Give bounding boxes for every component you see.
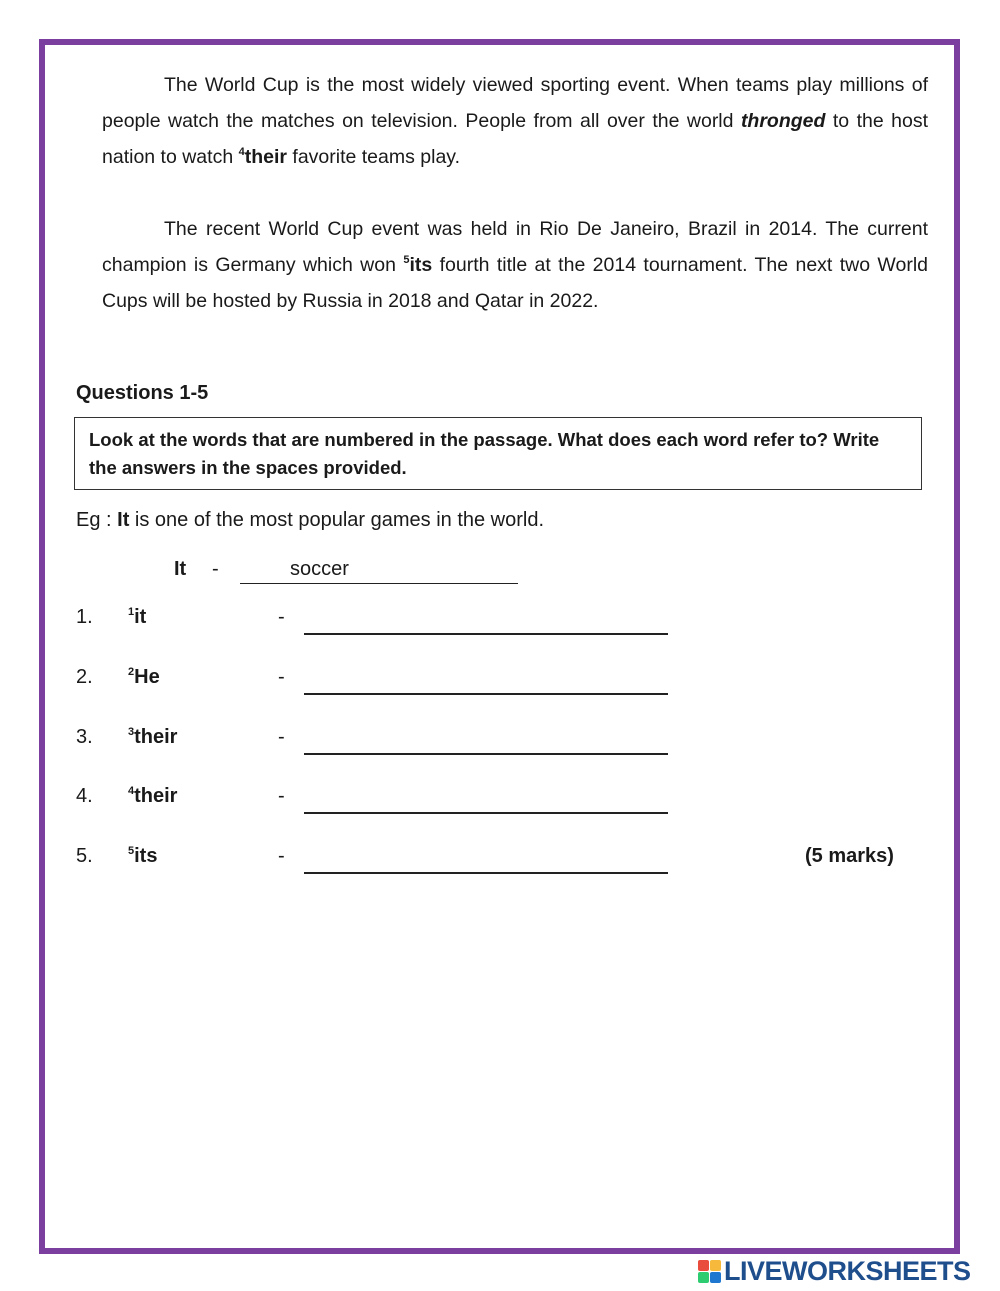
passage-text: fourth title at the 2014 tournament. The next two World Cups will be hosted by Russia in 2018 and Qatar in 2022. bbox=[102, 254, 928, 312]
answer-blank-1[interactable] bbox=[304, 633, 668, 635]
logo-text: LIVEWORKSHEETS bbox=[724, 1255, 971, 1286]
question-sup: 4 bbox=[128, 785, 135, 797]
answer-blank-4[interactable] bbox=[304, 812, 668, 814]
instruction-box: Look at the words that are numbered in the passage. What does each word refer to? Write the answers in the spaces provided. bbox=[74, 417, 922, 490]
question-number: 4. bbox=[76, 785, 93, 807]
example-answer-text: soccer bbox=[290, 558, 349, 580]
question-word-text: their bbox=[134, 785, 178, 807]
example-answer-line bbox=[240, 558, 518, 584]
dash: - bbox=[278, 845, 285, 867]
question-word bbox=[128, 666, 160, 689]
question-word-text: their bbox=[134, 726, 178, 748]
answer-blank-3[interactable] bbox=[304, 753, 668, 755]
logo-square bbox=[698, 1272, 709, 1283]
question-number: 5. bbox=[76, 845, 93, 867]
question-word bbox=[128, 785, 177, 808]
question-word bbox=[128, 845, 157, 868]
marks-label: (5 marks) bbox=[805, 845, 894, 867]
question-word-text: it bbox=[134, 606, 147, 628]
answer-blank-2[interactable] bbox=[304, 693, 668, 695]
dash: - bbox=[278, 606, 285, 628]
liveworksheets-logo bbox=[698, 1256, 971, 1286]
dash: - bbox=[278, 666, 285, 688]
question-number: 1. bbox=[76, 606, 93, 628]
question-word-text: its bbox=[134, 845, 158, 867]
example-prefix: Eg : bbox=[76, 509, 118, 531]
reference-number: 4 bbox=[238, 146, 245, 158]
questions-title: Questions 1-5 bbox=[76, 382, 209, 404]
question-word-text: He bbox=[134, 666, 160, 688]
dash: - bbox=[212, 558, 219, 580]
keyword-thronged: thronged bbox=[740, 110, 826, 132]
example-answer-word: It bbox=[174, 558, 187, 580]
answer-blank-5[interactable] bbox=[304, 872, 668, 874]
reference-number: 5 bbox=[403, 254, 410, 266]
passage-text: favorite teams play. bbox=[286, 146, 461, 168]
question-word bbox=[128, 726, 177, 749]
passage-text: The World Cup is the most widely viewed sporting event. When teams play millions of people watch the matches on television. People from all over the world bbox=[102, 74, 928, 132]
logo-square bbox=[698, 1260, 709, 1271]
question-sup: 5 bbox=[128, 845, 135, 857]
example-word: It bbox=[117, 509, 130, 531]
passage-paragraph-1 bbox=[102, 67, 928, 175]
passage-paragraph-2 bbox=[102, 211, 928, 319]
example-rest: is one of the most popular games in the world. bbox=[129, 509, 545, 531]
question-sup: 2 bbox=[128, 666, 135, 678]
passage-text: to the host nation to watch bbox=[102, 110, 928, 168]
question-number: 2. bbox=[76, 666, 93, 688]
liveworksheets-logo-icon bbox=[698, 1260, 721, 1283]
logo-square bbox=[710, 1260, 721, 1271]
question-word bbox=[128, 606, 146, 629]
reference-word: its bbox=[409, 254, 433, 276]
dash: - bbox=[278, 785, 285, 807]
dash: - bbox=[278, 726, 285, 748]
question-number: 3. bbox=[76, 726, 93, 748]
example-sentence bbox=[76, 509, 544, 532]
question-sup: 1 bbox=[128, 606, 135, 618]
logo-square bbox=[710, 1272, 721, 1283]
passage-text: The recent World Cup event was held in Rio De Janeiro, Brazil in 2014. The current champion is Germany which won bbox=[102, 218, 928, 276]
reference-word: their bbox=[244, 146, 287, 168]
question-sup: 3 bbox=[128, 726, 135, 738]
